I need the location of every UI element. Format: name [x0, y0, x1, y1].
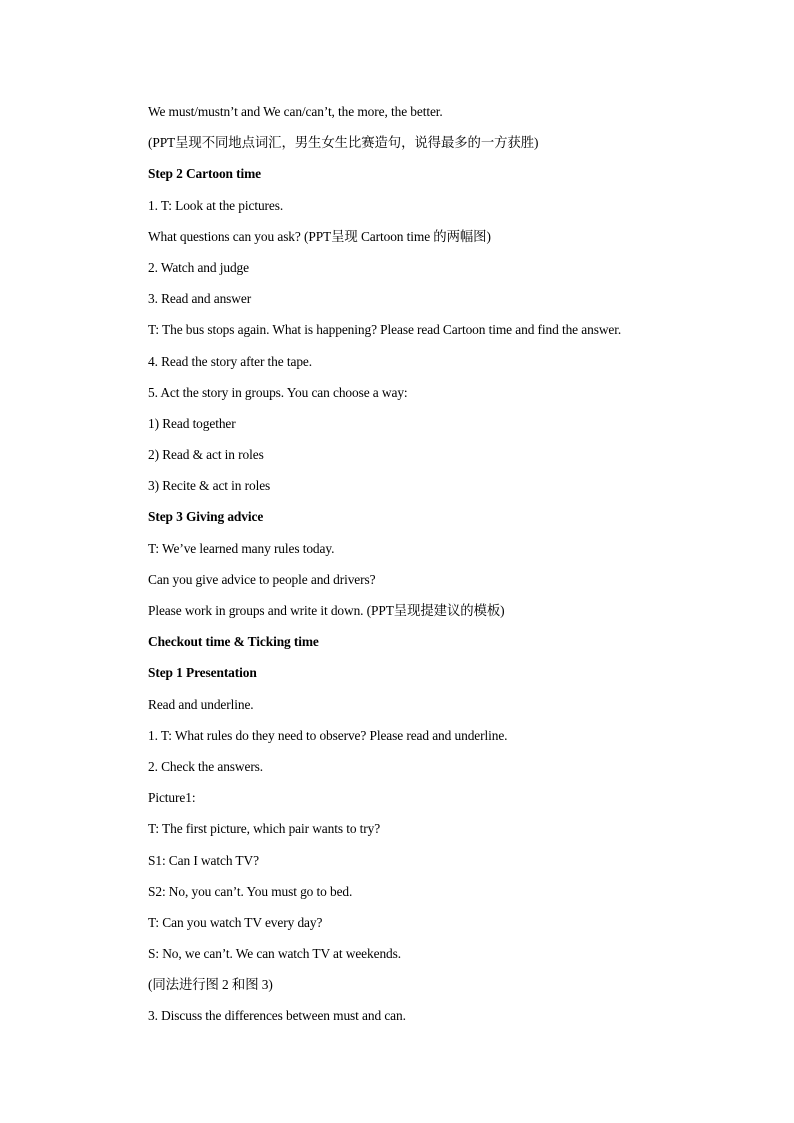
- text-line: 1. T: What rules do they need to observe? Please read and underline.: [148, 727, 508, 743]
- text-line: T: The first picture, which pair wants to try?: [148, 821, 381, 837]
- text-line: T: Can you watch TV every day?: [148, 914, 323, 930]
- step-heading: Step 1 Presentation: [148, 665, 257, 681]
- text-line: 3. Discuss the differences between must and can.: [148, 1008, 406, 1024]
- text-line: T: We’ve learned many rules today.: [148, 540, 335, 556]
- text-line: 2) Read & act in roles: [148, 447, 264, 463]
- text-line: (PPT呈现不同地点词汇，男生女生比赛造句，说得最多的一方获胜): [148, 135, 539, 151]
- text-line: Please work in groups and write it down. (PPT呈现提建议的模板): [148, 603, 505, 618]
- text-line: 1. T: Look at the pictures.: [148, 197, 284, 213]
- text-line: S: No, we can’t. We can watch TV at weekends.: [148, 946, 401, 962]
- text-line: (同法进行图 2 和图 3): [148, 977, 273, 993]
- section-heading: Checkout time & Ticking time: [148, 634, 319, 650]
- text-line: S2: No, you can’t. You must go to bed.: [148, 883, 353, 899]
- text-line: S1: Can I watch TV?: [148, 852, 259, 868]
- text-line: 2. Check the answers.: [148, 758, 264, 774]
- step-heading: Step 2 Cartoon time: [148, 166, 262, 182]
- step-heading: Step 3 Giving advice: [148, 509, 264, 525]
- text-line: Can you give advice to people and drivers?: [148, 571, 376, 587]
- text-line: 3. Read and answer: [148, 291, 252, 307]
- text-line: 2. Watch and judge: [148, 259, 249, 275]
- text-line: We must/mustn’t and We can/can’t, the more, the better.: [148, 104, 443, 119]
- document-body: [148, 102, 748, 1038]
- text-line: T: The bus stops again. What is happening? Please read Cartoon time and find the answer.: [148, 322, 622, 338]
- text-line: 4. Read the story after the tape.: [148, 353, 313, 369]
- text-line: What questions can you ask? (PPT呈现 Cartoon time 的两幅图): [148, 228, 491, 244]
- text-line: Read and underline.: [148, 696, 254, 712]
- text-line: 1) Read together: [148, 415, 236, 431]
- text-line: 3) Recite & act in roles: [148, 478, 271, 494]
- text-line: Picture1:: [148, 790, 196, 806]
- text-line: 5. Act the story in groups. You can choose a way:: [148, 384, 408, 400]
